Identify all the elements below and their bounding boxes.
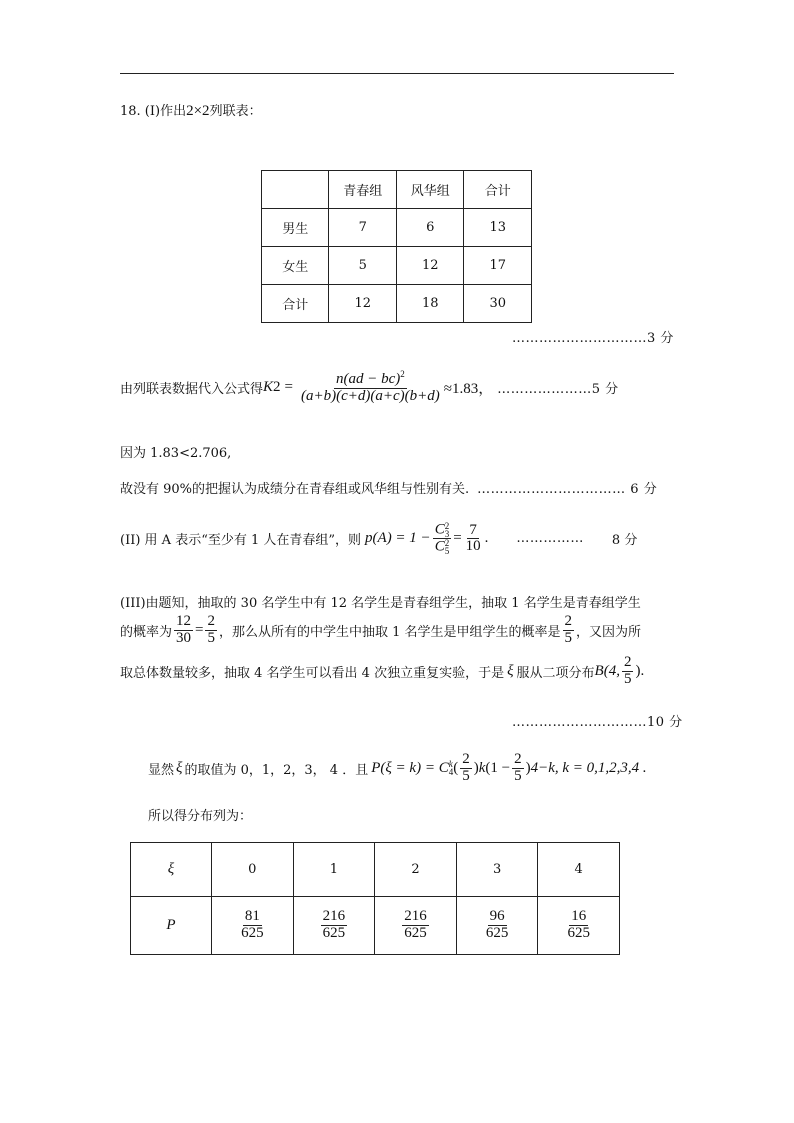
distribution-table: [130, 842, 620, 955]
fraction-denominator: 625: [485, 925, 509, 941]
fraction-denominator: 625: [567, 925, 590, 941]
paren: (: [453, 759, 459, 776]
table-cell: [456, 897, 538, 955]
table-cell: [212, 897, 294, 955]
conclusion-line: [120, 478, 657, 497]
paren: ): [473, 759, 479, 776]
table-cell: 17: [464, 247, 532, 285]
fraction-numerator: 12: [176, 613, 192, 629]
fraction-numerator: 96: [489, 908, 505, 925]
k2-denominator: (a+b)(c+d)(a+c)(b+d): [301, 387, 440, 404]
table-cell: 13: [464, 209, 532, 247]
values-text: 的取值为 0，1，2，3， 4 ．且: [184, 762, 369, 778]
header-tail: 列联表：: [209, 104, 262, 119]
fraction-numerator: 2: [623, 654, 632, 670]
table-cell: [375, 897, 457, 955]
table-cell: [293, 897, 375, 955]
because-line: 因为 1.83<2.706,: [120, 446, 232, 461]
top-rule: [120, 73, 674, 74]
table-header-cell: 青春组: [329, 171, 397, 209]
pmf-line: [148, 752, 647, 785]
paren: ): [525, 759, 531, 776]
table-cell: 5: [329, 247, 397, 285]
fraction-denominator: 5: [514, 767, 522, 784]
equals-sign: =: [453, 530, 462, 547]
part3-text: 服从二项分布: [516, 665, 595, 681]
combination-sup: 2: [444, 538, 450, 549]
table-row: [262, 285, 532, 323]
fraction-denominator: 625: [404, 925, 427, 941]
part3-line1: (III)由题知，抽取的 30 名学生中有 12 名学生是青春组学生，抽取 1 名学生是青春组学生: [120, 596, 641, 611]
conclusion-text: 故没有 90%的把握认为成绩分在青春组或风华组与性别有关.: [120, 482, 470, 497]
table-cell: 4: [538, 843, 620, 897]
header-math: 2×2: [186, 103, 210, 119]
values-text: 显然: [148, 762, 175, 778]
part3-text: 取总体数量较多，抽取 4 名学生可以看出 4 次独立重复实验，于是: [120, 665, 505, 681]
fraction-numerator: 216: [322, 908, 346, 925]
table-cell: 6: [396, 209, 464, 247]
xi-label: ξ: [131, 843, 212, 897]
pmf-exponent: k: [478, 759, 486, 776]
pmf-lhs: P(ξ = k) = C: [371, 759, 449, 776]
table-cell: 2: [375, 843, 457, 897]
combination-sub: 5: [444, 546, 450, 557]
fraction-numerator: 2: [462, 751, 470, 767]
fraction-numerator: 2: [207, 613, 215, 629]
fraction-2-5: [205, 614, 217, 647]
equals-sign: =: [195, 621, 204, 638]
fraction-numerator: 7: [469, 521, 477, 538]
k2-sup: 2: [273, 378, 281, 395]
xi-symbol: ξ: [507, 662, 514, 679]
table-cell: 7: [329, 209, 397, 247]
part2-result-fraction: [464, 523, 483, 556]
pmf-sub: 4: [448, 767, 454, 778]
combination-c: C: [434, 521, 445, 538]
score-3: …………………………3 分: [512, 331, 674, 346]
pmf-exponent: 4−k: [530, 759, 555, 776]
score-8: 8 分: [611, 533, 638, 549]
part3-text: 的概率为: [120, 624, 173, 640]
combination-sup: 2: [444, 521, 450, 531]
table-cell: 0: [212, 843, 294, 897]
formula-prefix: 由列联表数据代入公式得: [120, 381, 264, 397]
p-label: P: [131, 897, 212, 955]
fraction-denominator: 625: [322, 925, 346, 941]
k2-symbol: K: [263, 378, 274, 395]
fraction-numerator: 81: [244, 908, 260, 925]
fraction-denominator: 10: [465, 538, 481, 555]
table-cell: 男生: [262, 209, 329, 247]
table-cell: 合计: [262, 285, 329, 323]
fraction-numerator: 2: [564, 613, 573, 629]
score-5: …………………5 分: [497, 381, 619, 397]
distribution-label: 所以得分布列为：: [148, 809, 253, 824]
k2-formula-line: 由列联表数据代入公式得 K 2 = $\frac{n(ad - bc)^2}{(a+b)(c+d)(a+c)(b+d)}$ ≈1.83， …………………5 分: [120, 369, 619, 404]
xi-symbol: ξ: [176, 759, 183, 776]
header-label: 18. (I)作出: [120, 104, 187, 119]
pmf-sup: k: [448, 759, 453, 770]
fraction-2-5: [512, 752, 524, 785]
fraction-12-30: [174, 614, 193, 647]
table-cell: 18: [396, 285, 464, 323]
fraction-2-5: [563, 614, 575, 647]
score-10: …………………………10 分: [512, 715, 683, 730]
table-row: [131, 843, 620, 897]
k2-result: ≈1.83，: [443, 380, 494, 397]
combination-c: C: [434, 538, 445, 555]
table-row: [262, 247, 532, 285]
pmf-tail: , k = 0,1,2,3,4 .: [554, 759, 647, 776]
fraction-denominator: 5: [207, 629, 215, 646]
table-cell: 女生: [262, 247, 329, 285]
combination-sub: 3: [444, 529, 450, 540]
fraction-denominator: 30: [176, 629, 192, 646]
binomial-open: B(4,: [594, 662, 620, 679]
fraction-denominator: 5: [623, 670, 632, 687]
table-cell: 1: [293, 843, 375, 897]
table-cell: 30: [464, 285, 532, 323]
period: .: [484, 530, 489, 547]
k2-num-sup: 2: [400, 369, 405, 379]
fraction-2-5: [622, 655, 634, 688]
fraction-numerator: 216: [404, 908, 427, 925]
fraction-denominator: 5: [564, 629, 573, 646]
contingency-table: [261, 170, 532, 323]
fraction-numerator: 2: [514, 751, 522, 767]
table-header-cell: 合计: [464, 171, 532, 209]
part2-text: (II) 用 A 表示“至少有 1 人在青春组”，则: [120, 533, 362, 549]
part2-line: [120, 522, 637, 556]
score-6: …………………………… 6 分: [477, 482, 658, 497]
table-header-cell: 风华组: [396, 171, 464, 209]
table-row: [262, 209, 532, 247]
fraction-numerator: 16: [571, 908, 587, 925]
score-8-dots: ……………: [516, 531, 584, 547]
part2-lhs: p(A) = 1 −: [365, 530, 431, 547]
k2-fraction: [299, 370, 442, 405]
fraction-denominator: 5: [462, 767, 470, 784]
k2-numerator: n(ad − bc): [335, 371, 401, 387]
fraction-denominator: 625: [241, 925, 264, 941]
table-row: [131, 897, 620, 955]
binomial-close: ).: [635, 662, 645, 679]
part2-combination-fraction: [433, 522, 452, 556]
part3-text: ，又因为所: [576, 624, 642, 640]
table-cell: 3: [456, 843, 538, 897]
table-cell: 12: [329, 285, 397, 323]
part3-line3: [120, 655, 644, 688]
fraction-2-5: [460, 752, 472, 785]
part3-text: ，那么从所有的中学生中抽取 1 名学生是甲组学生的概率是: [218, 624, 561, 640]
question-header: [120, 100, 262, 120]
table-cell: 12: [396, 247, 464, 285]
table-cell: [538, 897, 620, 955]
part3-line2: [120, 614, 641, 647]
table-cell: [262, 171, 329, 209]
paren: (1 −: [485, 759, 511, 776]
